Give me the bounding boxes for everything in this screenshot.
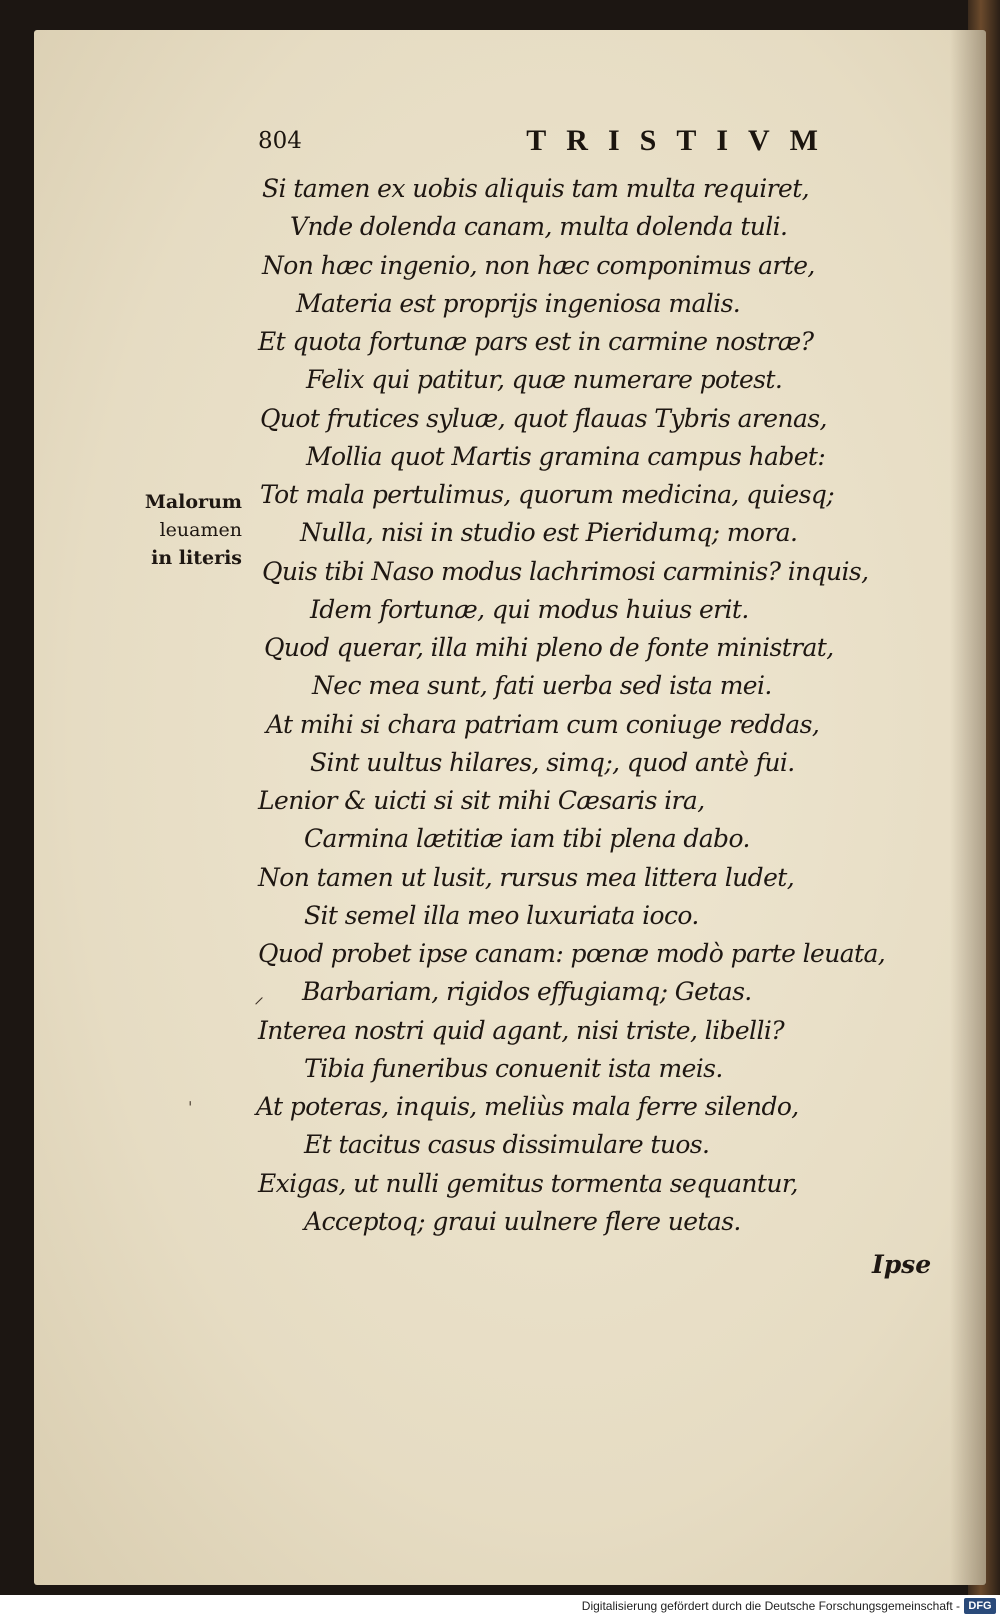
verse-line: Et quota fortunæ pars est in carmine nostræ?	[258, 327, 814, 356]
stray-ink-mark: ⸝	[254, 984, 264, 1008]
page-number: 804	[258, 128, 302, 154]
verse-line: Sit semel illa meo luxuriata ioco.	[304, 901, 699, 930]
verse-line: Barbariam, rigidos effugiamq; Getas.	[302, 977, 752, 1006]
verse-line: Acceptoq; graui uulnere flere uetas.	[304, 1207, 741, 1236]
footer-bar	[0, 1595, 1000, 1620]
verse-line: Carmina lætitiæ iam tibi plena dabo.	[304, 824, 750, 853]
verse-line: Sint uultus hilares, simq;, quod antè fui.	[310, 748, 795, 777]
verse-line: Exigas, ut nulli gemitus tormenta sequantur,	[258, 1169, 798, 1198]
verse-line: Vnde dolenda canam, multa dolenda tuli.	[290, 212, 788, 241]
verse-line: Nulla, nisi in studio est Pieridumq; mora.	[300, 518, 798, 547]
verse-line: Mollia quot Martis gramina campus habet:	[306, 442, 826, 471]
verse-line: At poteras, inquis, meliùs mala ferre silendo,	[256, 1092, 799, 1121]
marginal-note-line: in literis	[151, 547, 242, 569]
verse-line: Materia est proprijs ingeniosa malis.	[296, 289, 741, 318]
verse-line: Et tacitus casus dissimulare tuos.	[304, 1130, 710, 1159]
stray-ink-mark: ˌ	[188, 1088, 193, 1107]
verse-line: Nec mea sunt, fati uerba sed ista mei.	[312, 671, 772, 700]
running-title: TRISTIVM	[526, 124, 838, 157]
marginal-note-line: Malorum	[144, 491, 242, 513]
verse-line: Quis tibi Naso modus lachrimosi carminis? inquis,	[262, 557, 869, 586]
catchword: Ipse	[872, 1250, 932, 1279]
verse-line: Non tamen ut lusit, rursus mea littera ludet,	[258, 863, 795, 892]
verse-line: Quod querar, illa mihi pleno de fonte ministrat,	[264, 633, 834, 662]
verse-line: Tot mala pertulimus, quorum medicina, quiesq;	[260, 480, 835, 509]
verse-line: Interea nostri quid agant, nisi triste, libelli?	[258, 1016, 785, 1045]
verse-line: Quod probet ipse canam: pœnæ modò parte leuata,	[258, 939, 886, 968]
dfg-logo: DFG	[964, 1598, 996, 1614]
marginal-note-line: leuamen	[159, 519, 242, 541]
verse-line: At mihi si chara patriam cum coniuge reddas,	[266, 710, 820, 739]
verse-line: Lenior & uicti si sit mihi Cæsaris ira,	[258, 786, 705, 815]
verse-line: Tibia funeribus conuenit ista meis.	[304, 1054, 723, 1083]
verse-line: Si tamen ex uobis aliquis tam multa requiret,	[262, 174, 809, 203]
verse-line: Idem fortunæ, qui modus huius erit.	[310, 595, 749, 624]
footer-credit: Digitalisierung gefördert durch die Deutsche Forschungsgemeinschaft -	[581, 1599, 960, 1613]
verse-line: Non hæc ingenio, non hæc componimus arte,	[262, 251, 815, 280]
verse-line: Felix qui patitur, quæ numerare potest.	[306, 365, 783, 394]
verse-line: Quot frutices syluæ, quot flauas Tybris arenas,	[260, 404, 827, 433]
